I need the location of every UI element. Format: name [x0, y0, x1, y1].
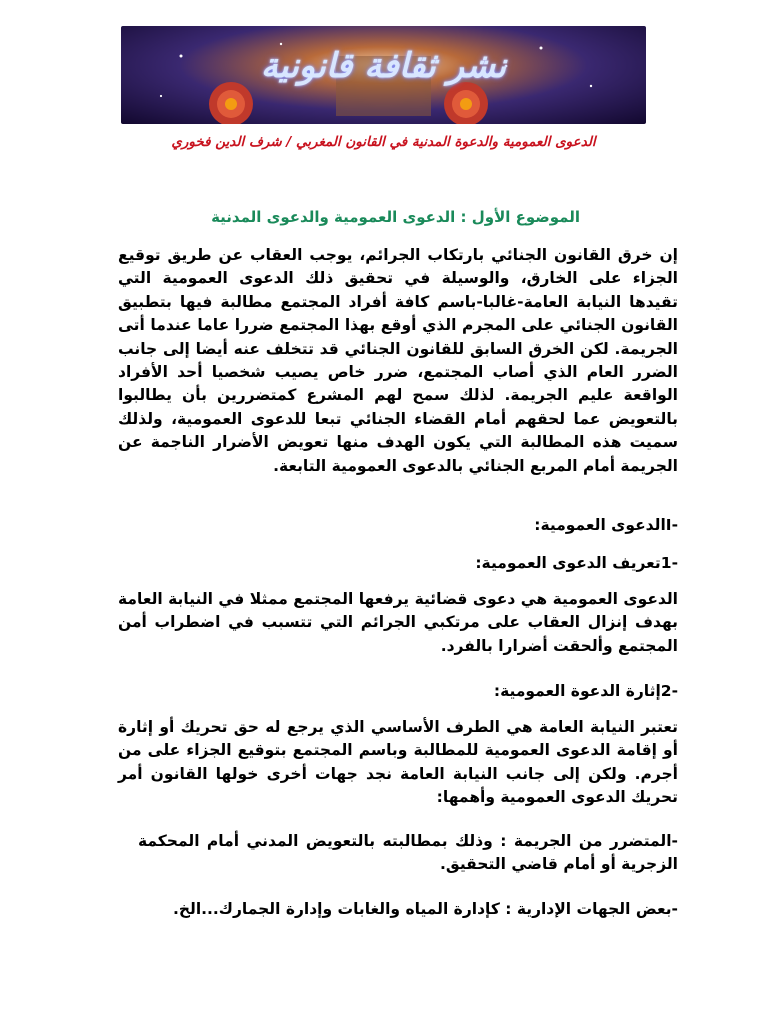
definition-heading: -1تعريف الدعوى العمومية: — [475, 554, 678, 572]
initiation-paragraph: تعتبر النيابة العامة هي الطرف الأساسي الذي يرجع له حق تحريك أو إثارة أو إقامة الدعوى العمومية للمطالبة وباسم المجتمع بتوقيع الجزاء على من أجرم. ولكن إلى جانب النيابة العامة نجد جهات أخرى خولها القانون أمر تحريك الدعوى العمومية وأهمها: — [118, 718, 678, 807]
flower-left-icon — [209, 82, 253, 124]
document-subtitle: الدعوى العمومية والدعوة المدنية في القانون المغربي / شرف الدين فخوري — [171, 134, 596, 150]
admin-list-item: -بعض الجهات الإدارية : كإدارة المياه والغابات وإدارة الجمارك...الخ. — [172, 900, 678, 918]
flower-right-icon — [444, 82, 488, 124]
initiation-heading: -2إثارة الدعوة العمومية: — [493, 682, 678, 700]
header-banner — [121, 26, 646, 124]
victim-list-item: -المتضرر من الجريمة : وذلك بمطالبته بالتعويض المدني أمام المحكمة الزجرية أو أمام قاضي التحقيق. — [138, 832, 678, 874]
section-heading: -Iالدعوى العمومية: — [534, 516, 678, 534]
intro-paragraph: إن خرق القانون الجنائي بارتكاب الجرائم، يوجب العقاب عن طريق توقيع الجزاء على الخارق، والوسيلة في تحقيق ذلك الدعوى العمومية التي تقيدها النيابة العامة-غالبا-باسم كافة أفراد المجتمع مطالبة فيها بتطبيق القانون الجنائي على المجرم الذي أوقع بهذا المجتمع ضررا عاما عندما أتى الجريمة. لكن الخرق السابق للقانون الجنائي قد تتخلف عنه أيضا إلى جانب الضرر العام الذي أصاب المجتمع، ضرر خاص يصيب شخصيا أحد الأفراد الواقعة عليم الجريمة. لذلك سمح لهم المشرع كمتضررين بأن يطالبوا بالتعويض عما لحقهم أمام القضاء الجنائي تبعا للدعوى العمومية، ولذلك سميت هذه المطالبة التي يكون الهدف منها تعويض الأضرار الناجمة عن الجريمة أمام المربع الجنائي بالدعوى العمومية التابعة. — [118, 246, 678, 475]
definition-paragraph: الدعوى العمومية هي دعوى قضائية يرفعها المجتمع ممثلا في النيابة العامة بهدف إنزال العقاب على مرتكبي الجرائم التي تتسبب في اضطراب أمن المجتمع وألحقت أضرارا بالفرد. — [118, 590, 678, 655]
banner-title: نشر ثقافة قانونية — [260, 46, 507, 86]
topic-title: الموضوع الأول : الدعوى العمومية والدعوى المدنية — [211, 208, 580, 226]
